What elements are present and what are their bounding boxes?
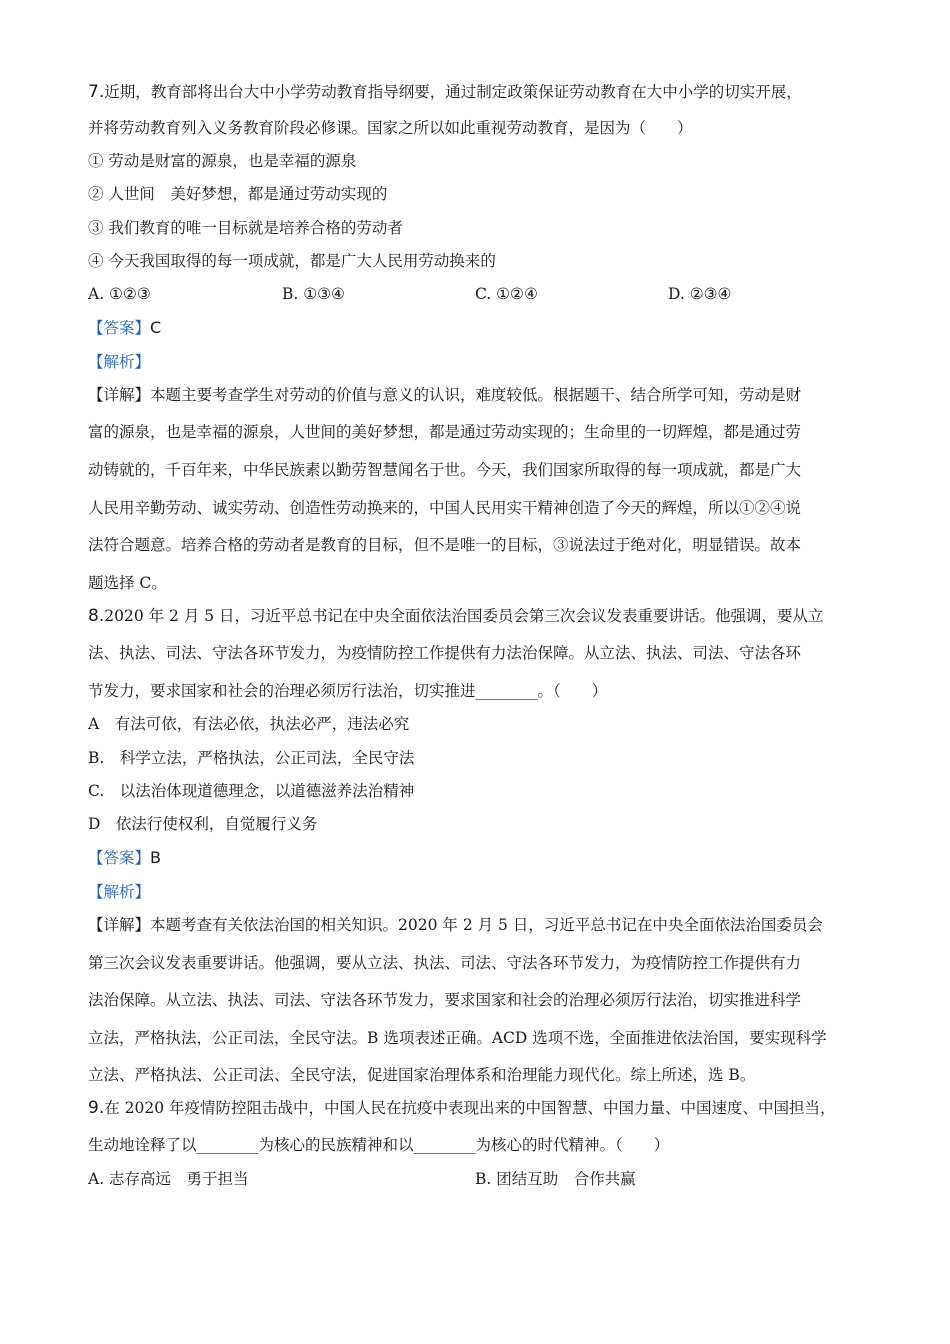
q9-option-a: A. 志存高远 勇于担当 <box>88 1170 249 1188</box>
q8-detail-line-5: 立法、严格执法、公正司法、全民守法，促进国家治理体系和治理能力现代化。综上所述，选 B。 <box>88 1066 756 1084</box>
q7-answer-line <box>88 318 161 338</box>
q9-stem-line-2: 生动地诠释了以________为核心的民族精神和以________为核心的时代精神。（ ） <box>88 1136 670 1154</box>
q7-number: 7. <box>88 82 105 102</box>
q7-stem-line-1 <box>88 82 802 102</box>
q7-detail-text-1: 本题主要考查学生对劳动的价值与意义的认识，难度较低。根据题干、结合所学可知，劳动是财 <box>150 386 802 404</box>
q9-option-b: B. 团结互助 合作共赢 <box>475 1170 636 1188</box>
q8-option-b: B. 科学立法，严格执法，公正司法，全民守法 <box>88 749 415 767</box>
q7-answer-tag: 【答案】 <box>88 319 151 337</box>
q7-detail-line-3: 动铸就的，千百年来，中华民族素以勤劳智慧闻名于世。今天，我们国家所取得的每一项成就，都是广大 <box>88 461 802 479</box>
q7-detail-tag: 【详解】 <box>88 386 151 404</box>
q8-detail-line-4: 立法，严格执法，公正司法，全民守法。B 选项表述正确。ACD 选项不选，全面推进依法治国，要实现科学 <box>88 1029 827 1047</box>
q8-option-c: C. 以法治体现道德理念，以道德滋养法治精神 <box>88 782 415 800</box>
q8-detail-line-3: 法治保障。从立法、执法、司法、守法各环节发力，要求国家和社会的治理必须厉行法治，切实推进科学 <box>88 991 802 1009</box>
q7-option-a: A. ①②③ <box>88 285 151 303</box>
q9-number: 9. <box>88 1098 105 1118</box>
q8-detail-text-1: 本题考查有关依法治国的相关知识。2020 年 2 月 5 日，习近平总书记在中央全面依法治国委员会 <box>150 916 823 934</box>
q8-stem-line-3: 节发力，要求国家和社会的治理必须厉行法治，切实推进________。（ ） <box>88 682 608 700</box>
q8-answer-tag: 【答案】 <box>88 849 151 867</box>
q8-stem-text-1: 2020 年 2 月 5 日，习近平总书记在中央全面依法治国委员会第三次会议发表重要讲话。他强调，要从立 <box>104 607 824 625</box>
q7-item-3: ③ 我们教育的唯一目标就是培养合格的劳动者 <box>88 219 403 237</box>
q8-answer: B <box>150 848 161 867</box>
q8-analysis-tag: 【解析】 <box>88 883 151 901</box>
q7-analysis-tag: 【解析】 <box>88 353 151 371</box>
q7-stem-line-2: 并将劳动教育列入义务教育阶段必修课。国家之所以如此重视劳动教育，是因为（ ） <box>88 119 693 137</box>
q8-number: 8. <box>88 606 105 626</box>
q7-option-d: D. ②③④ <box>668 285 732 303</box>
q7-detail-line-6: 题选择 C。 <box>88 574 167 592</box>
q8-stem-line-1 <box>88 606 824 626</box>
q7-item-4: ④ 今天我国取得的每一项成就，都是广大人民用劳动换来的 <box>88 252 496 270</box>
q7-option-b: B. ①③④ <box>282 285 345 303</box>
q7-stem-text-1: 近期，教育部将出台大中小学劳动教育指导纲要，通过制定政策保证劳动教育在大中小学的切实开展， <box>104 83 802 101</box>
q7-answer: C <box>150 318 162 337</box>
q8-detail-line-1 <box>88 915 823 935</box>
q8-option-d: D 依法行使权利，自觉履行义务 <box>88 815 318 833</box>
q7-detail-line-1 <box>88 385 801 405</box>
q7-detail-line-2: 富的源泉，也是幸福的源泉，人世间的美好梦想，都是通过劳动实现的；生命里的一切辉煌，都是通过劳 <box>88 423 802 441</box>
q7-detail-line-4: 人民用辛勤劳动、诚实劳动、创造性劳动换来的，中国人民用实干精神创造了今天的辉煌，所以①②④说 <box>88 499 802 517</box>
q9-stem-line-1 <box>88 1098 836 1118</box>
q7-option-c: C. ①②④ <box>475 285 538 303</box>
q9-stem-text-1: 在 2020 年疫情防控阻击战中，中国人民在抗疫中表现出来的中国智慧、中国力量、中国速度、中国担当， <box>104 1099 836 1117</box>
q7-item-1: ① 劳动是财富的源泉，也是幸福的源泉 <box>88 152 357 170</box>
q7-detail-line-5: 法符合题意。培养合格的劳动者是教育的目标，但不是唯一的目标，③说法过于绝对化，明显错误。故本 <box>88 536 802 554</box>
q8-option-a: A 有法可依，有法必依，执法必严，违法必究 <box>88 715 410 733</box>
q8-detail-tag: 【详解】 <box>88 916 151 934</box>
q8-detail-line-2: 第三次会议发表重要讲话。他强调，要从立法、执法、司法、守法各环节发力，为疫情防控工作提供有力 <box>88 954 802 972</box>
q8-stem-line-2: 法、执法、司法、守法各环节发力，为疫情防控工作提供有力法治保障。从立法、执法、司法、守法各环 <box>88 644 802 662</box>
q8-answer-line <box>88 848 161 868</box>
q7-item-2: ② 人世间 美好梦想，都是通过劳动实现的 <box>88 185 388 203</box>
